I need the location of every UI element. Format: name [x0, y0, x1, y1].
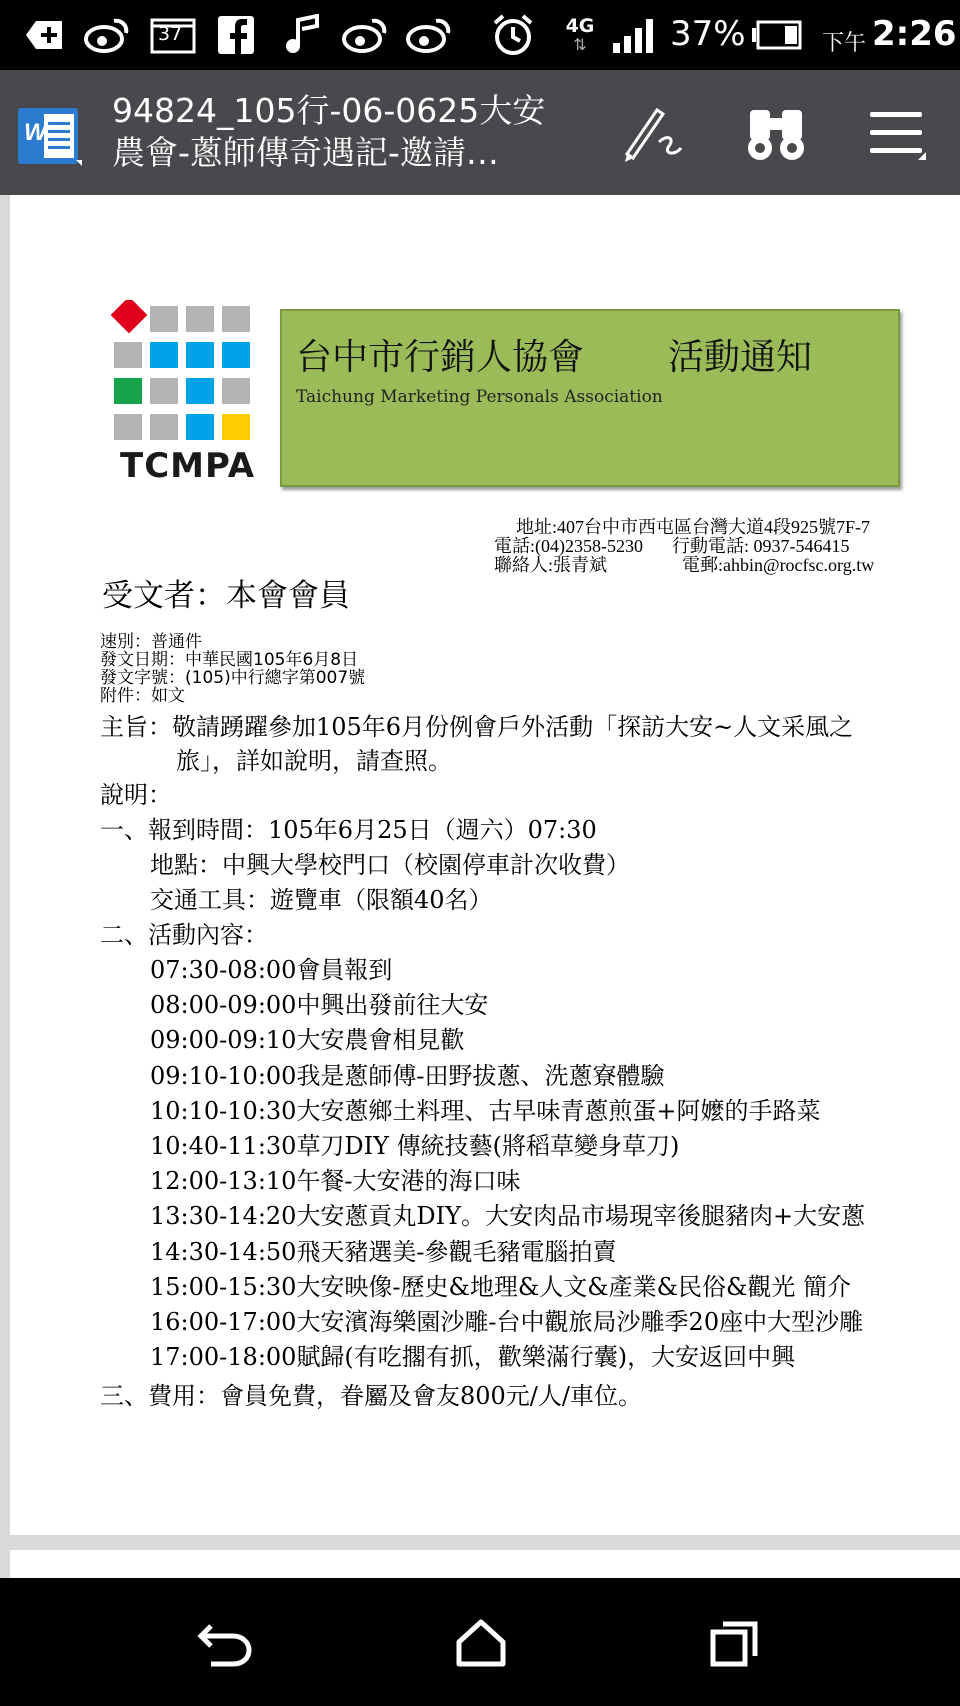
section3-fee: 三、費用：會員免費，眷屬及會友800元/人/車位。 — [100, 1382, 642, 1410]
weibo-icon — [340, 12, 390, 58]
contact-person: 聯絡人:張青斌 — [494, 555, 608, 575]
weibo-icon — [404, 12, 454, 58]
phone: 電話:(04)2358-5230 — [494, 536, 643, 556]
schedule-item: 09:10-10:00我是蔥師傅-田野拔蔥、洗蔥寮體驗 — [150, 1061, 665, 1090]
battery-icon — [752, 12, 802, 58]
calendar-icon — [148, 12, 198, 58]
network-indicator: 4G ⇅ — [565, 15, 595, 54]
schedule-item: 09:00-09:10大安農會相見歡 — [150, 1026, 465, 1055]
document-page — [10, 195, 960, 1535]
document-title-line1: 94824_105行-06-0625大安 — [112, 91, 546, 130]
schedule-item: 15:00-15:30大安映像-歷史&地理&人文&產業&民俗&觀光 簡介 — [150, 1272, 851, 1301]
schedule-item: 13:30-14:20大安蔥貢丸DIY。大安肉品市場現宰後腿豬肉+大安蔥 — [150, 1202, 866, 1231]
document-title — [112, 90, 582, 174]
schedule-item: 14:30-14:50飛天豬選美-參觀毛豬電腦拍賣 — [150, 1237, 617, 1266]
schedule-item: 17:00-18:00賦歸(有吃擱有抓，歡樂滿行囊)，大安返回中興 — [150, 1343, 796, 1372]
add-icon — [22, 12, 66, 58]
schedule-item: 12:00-13:10午餐-大安港的海口味 — [150, 1167, 521, 1196]
address: 地址:407台中市西屯區台灣大道4段925號7F-7 — [516, 517, 871, 537]
recents-icon[interactable] — [700, 1608, 770, 1678]
section1-location: 地點：中興大學校門口（校園停車計次收費） — [150, 851, 630, 879]
alarm-icon — [490, 12, 536, 58]
org-english-name: Taichung Marketing Personals Association — [296, 387, 663, 407]
schedule-item: 16:00-17:00大安濱海樂園沙雕-台中觀旅局沙雕季20座中大型沙雕 — [150, 1308, 864, 1336]
signal-icon — [610, 12, 656, 58]
word-doc-icon[interactable] — [18, 102, 82, 166]
subject-line-cont: 旅」，詳如說明，請查照。 — [176, 747, 452, 775]
org-name: 台中市行銷人協會 — [296, 337, 585, 378]
meta-line: 速別：普通件 — [100, 632, 202, 652]
subject-line: 主旨：敬請踴躍參加105年6月份例會戶外活動「探訪大安~人文采風之 — [100, 713, 854, 741]
weibo-icon — [82, 12, 132, 58]
schedule-item: 10:40-11:30草刀DIY 傳統技藝(將稻草變身草刀) — [150, 1132, 680, 1160]
battery-percent: 37% — [670, 14, 746, 54]
pen-icon[interactable] — [616, 98, 688, 170]
app-bar — [0, 70, 960, 195]
meta-line: 發文字號：(105)中行總字第007號 — [100, 668, 366, 688]
tcmpa-logo — [106, 300, 276, 500]
schedule-item: 10:10-10:30大安蔥鄉土料理、古早味青蔥煎蛋+阿嬤的手路菜 — [150, 1096, 821, 1125]
schedule-item: 08:00-09:00中興出發前往大安 — [150, 991, 489, 1020]
schedule-item: 07:30-08:00會員報到 — [150, 956, 393, 984]
back-icon[interactable] — [190, 1608, 260, 1678]
section1-heading: 一、報到時間：105年6月25日（週六）07:30 — [100, 816, 597, 844]
clock: 2:26 — [872, 14, 957, 54]
letterhead-banner — [280, 309, 900, 487]
document-viewer[interactable] — [0, 195, 960, 1578]
explanation-heading: 說明： — [100, 781, 172, 809]
svg-text:W: W — [24, 119, 47, 146]
calendar-badge: 37 — [158, 23, 183, 45]
clock-ampm: 下午 — [822, 31, 867, 56]
menu-icon[interactable] — [862, 98, 934, 170]
binoculars-icon[interactable] — [740, 98, 812, 170]
navigation-bar — [0, 1578, 960, 1706]
email: 電郵:ahbin@rocfsc.org.tw — [682, 555, 875, 575]
document-title-line2: 農會-蔥師傳奇遇記-邀請… — [112, 133, 499, 172]
music-icon — [280, 12, 322, 58]
mobile-phone: 行動電話: 0937-546415 — [672, 536, 850, 556]
notice-title: 活動通知 — [668, 337, 813, 378]
home-icon[interactable] — [446, 1608, 516, 1678]
section2-heading: 二、活動內容： — [100, 921, 268, 949]
recipient: 受文者：本會會員 — [102, 578, 350, 614]
logo-text: TCMPA — [120, 446, 256, 486]
meta-line: 附件：如文 — [100, 686, 185, 706]
facebook-icon — [216, 12, 256, 58]
status-bar — [0, 0, 960, 70]
meta-line: 發文日期：中華民國105年6月8日 — [100, 650, 359, 670]
section1-transport: 交通工具：遊覽車（限額40名） — [150, 886, 493, 914]
